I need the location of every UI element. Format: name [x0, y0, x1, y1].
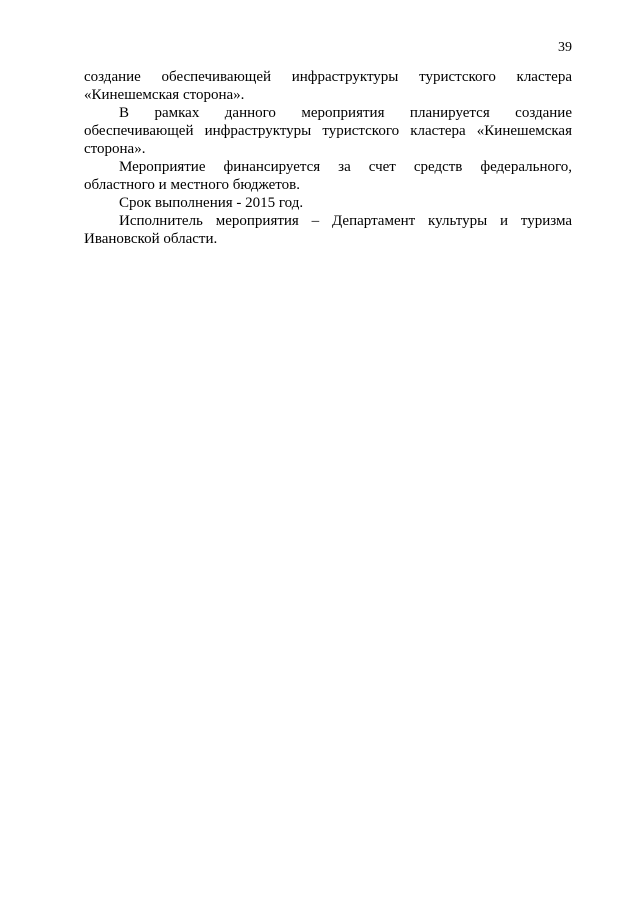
paragraph-continuation: создание обеспечивающей инфраструктуры туристского кластера «Кинешемская сторона». — [84, 69, 572, 103]
paragraph-executor: Исполнитель мероприятия – Департамент культуры и туризма Ивановской области. — [84, 213, 572, 247]
paragraph-deadline: Срок выполнения - 2015 год. — [119, 195, 304, 211]
page-number: 39 — [558, 40, 572, 55]
paragraph-plan: В рамках данного мероприятия планируется создание обеспечивающей инфраструктуры туристского кластера «Кинешемская сторона». — [84, 105, 572, 157]
paragraph-financing: Мероприятие финансируется за счет средств федерального, областного и местного бюджетов. — [84, 159, 572, 193]
document-body — [84, 68, 572, 248]
